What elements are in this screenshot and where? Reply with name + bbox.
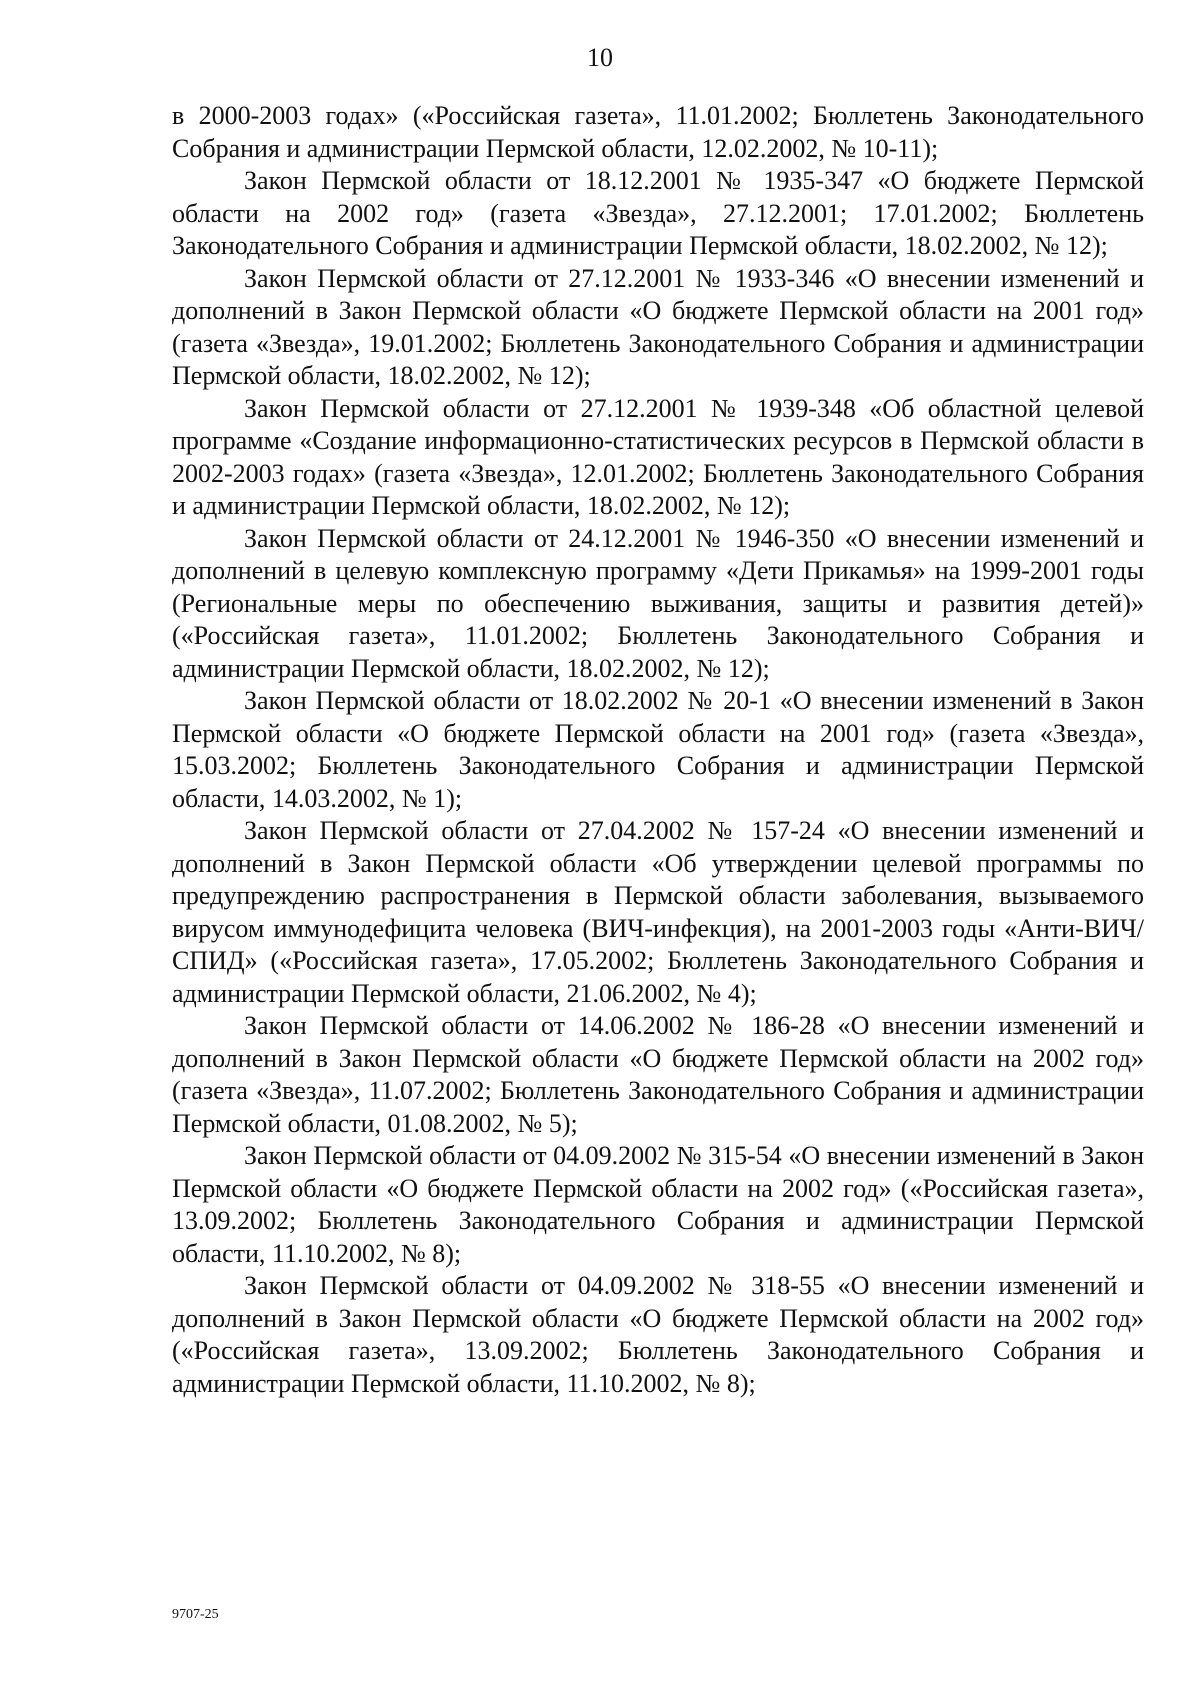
paragraph-law-1935-347: Закон Пермской области от 18.12.2001 № 1935-347 «О бюджете Пермской области на 2002 год» (газета «Звезда», 27.12.2001; 17.01.2002; Бюллетень Законодательного Собрания и администрации Пермской области, 18.02.2002, № 12); [172, 166, 1144, 260]
document-body [172, 100, 1144, 1400]
paragraph-law-1933-346: Закон Пермской области от 27.12.2001 № 1933-346 «О внесении изменений и дополнений в Закон Пермской области «О бюджете Пермской области на 2001 год» (газета «Звезда», 19.01.2002; Бюллетень Законодательного Собрания и администрации Пермской области, 18.02.2002, № 12); [172, 263, 1144, 390]
paragraph-law-20-1: Закон Пермской области от 18.02.2002 № 20-1 «О внесении изменений в Закон Пермской области «О бюджете Пермской области на 2001 год» (газета «Звезда», 15.03.2002; Бюллетень Законодательного Собрания и администрации Пермской области, 14.03.2002, № 1); [172, 686, 1144, 813]
document-code: 9707-25 [172, 1607, 219, 1622]
page-number: 10 [587, 43, 613, 72]
paragraph-law-157-24: Закон Пермской области от 27.04.2002 № 157-24 «О внесении изменений и дополнений в Закон Пермской области «Об утверждении целевой программы по предупреждению распространения в Пермской области заболевания, вызываемого вирусом иммунодефицита человека (ВИЧ-инфекция), на 2001-2003 годы «Анти-ВИЧ/СПИД» («Российская газета», 17.05.2002; Бюллетень Законодательного Собрания и администрации Пермской области, 21.06.2002, № 4); [172, 816, 1144, 1008]
paragraph-law-1939-348: Закон Пермской области от 27.12.2001 № 1939-348 «Об областной целевой программе «Создание информационно-статистических ресурсов в Пермской области в 2002-2003 годах» (газета «Звезда», 12.01.2002; Бюллетень Законодательного Собрания и администрации Пермской области, 18.02.2002, № 12); [172, 393, 1144, 520]
paragraph-law-315-54: Закон Пермской области от 04.09.2002 № 315-54 «О внесении изменений в Закон Пермской области «О бюджете Пермской области на 2002 год» («Российская газета», 13.09.2002; Бюллетень Законодательного Собрания и администрации Пермской области, 11.10.2002, № 8); [172, 1141, 1144, 1268]
paragraph-law-1946-350: Закон Пермской области от 24.12.2001 № 1946-350 «О внесении изменений и дополнений в целевую комплексную программу «Дети Прикамья» на 1999-2001 годы (Региональные меры по обеспечению выживания, защиты и развития детей)» («Российская газета», 11.01.2002; Бюллетень Законодательного Собрания и администрации Пермской области, 18.02.2002, № 12); [172, 523, 1144, 683]
paragraph-law-318-55: Закон Пермской области от 04.09.2002 № 318-55 «О внесении изменений и дополнений в Закон Пермской области «О бюджете Пермской области на 2002 год» («Российская газета», 13.09.2002; Бюллетень Законодательного Собрания и администрации Пермской области, 11.10.2002, № 8); [172, 1271, 1144, 1398]
paragraph-continuation: в 2000-2003 годах» («Российская газета», 11.01.2002; Бюллетень Законодательного Собрания и администрации Пермской области, 12.02.2002, № 10-11); [172, 101, 1144, 163]
paragraph-law-186-28: Закон Пермской области от 14.06.2002 № 186-28 «О внесении изменений и дополнений в Закон Пермской области «О бюджете Пермской области на 2002 год» (газета «Звезда», 11.07.2002; Бюллетень Законодательного Собрания и администрации Пермской области, 01.08.2002, № 5); [172, 1011, 1144, 1138]
